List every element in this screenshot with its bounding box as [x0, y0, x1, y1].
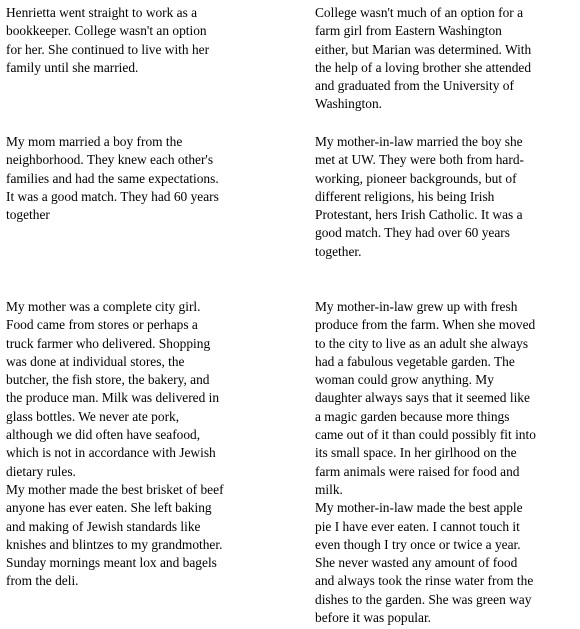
text-line: the help of a loving brother she attended: [315, 59, 532, 75]
text-line: family until she married.: [6, 59, 139, 75]
text-line: different religions, his being Irish: [315, 188, 495, 204]
text-line: College wasn't much of an option for a: [315, 5, 524, 20]
text-line: a magic garden because more things: [315, 408, 510, 424]
text-line: daughter always says that it seemed like: [315, 390, 530, 406]
text-line: My mother-in-law married the boy she: [315, 134, 523, 149]
text-line: Food came from stores or perhaps a: [6, 317, 198, 333]
text-line: Washington.: [315, 96, 382, 112]
text-line: She never wasted any amount of food: [315, 555, 518, 571]
text-line: farm girl from Eastern Washington: [315, 23, 502, 39]
text-line: It was a good match. They had 60 years: [6, 188, 219, 204]
text-line: the produce man. Milk was delivered in: [6, 390, 220, 406]
text-line: good match. They had over 60 years: [315, 225, 510, 241]
text-line: working, pioneer backgrounds, but of: [315, 170, 517, 186]
text-line: My mother-in-law grew up with fresh: [315, 299, 518, 314]
right-paragraph-farm: [315, 298, 536, 627]
text-line: for her. She continued to live with her: [6, 41, 210, 57]
text-line: anyone has ever eaten. She left baking: [6, 500, 212, 516]
text-line: families and had the same expectations.: [6, 170, 219, 186]
text-line: Sunday mornings meant lox and bagels: [6, 555, 217, 571]
text-line: before it was popular.: [315, 610, 432, 626]
text-line: came out of it than could possibly fit into: [315, 427, 536, 443]
text-line: bookkeeper. College wasn't an option: [6, 23, 207, 39]
text-line: and graduated from the University of: [315, 78, 514, 94]
text-line: knishes and blintzes to my grandmother.: [6, 536, 223, 552]
text-line: Henrietta went straight to work as a: [6, 5, 198, 20]
text-line: Protestant, hers Irish Catholic. It was a: [315, 207, 523, 223]
text-line: from the deli.: [6, 573, 79, 589]
text-line: to the city to live as an adult she always: [315, 335, 529, 351]
text-line: together: [6, 207, 50, 223]
text-line: farm animals were raised for food and: [315, 463, 520, 479]
left-paragraph-marriage: [6, 133, 219, 224]
text-line: dishes to the garden. She was green way: [315, 591, 532, 607]
text-line: pie I have ever eaten. I cannot touch it: [315, 518, 520, 534]
text-line: neighborhood. They knew each other's: [6, 152, 214, 168]
text-line: truck farmer who delivered. Shopping: [6, 335, 211, 351]
text-line: glass bottles. We never ate pork,: [6, 408, 180, 424]
text-line: met at UW. They were both from hard-: [315, 152, 524, 168]
text-line: had a fabulous vegetable garden. The: [315, 353, 515, 369]
text-line: milk.: [315, 481, 343, 497]
text-line: its small space. In her girlhood on the: [315, 445, 517, 461]
text-line: which is not in accordance with Jewish: [6, 445, 216, 461]
text-line: butcher, the fish store, the bakery, and: [6, 372, 210, 388]
text-line: My mom married a boy from the: [6, 134, 183, 149]
text-line: although we did often have seafood,: [6, 427, 201, 443]
text-line: either, but Marian was determined. With: [315, 41, 532, 57]
text-line: was done at individual stores, the: [6, 353, 185, 369]
right-paragraph-marriage: [315, 133, 524, 261]
text-line: even though I try once or twice a year.: [315, 536, 521, 552]
text-line: woman could grow anything. My: [315, 372, 494, 388]
text-line: together.: [315, 243, 362, 259]
text-line: My mother-in-law made the best apple: [315, 500, 523, 516]
left-paragraph-city-girl: [6, 298, 224, 591]
text-line: produce from the farm. When she moved: [315, 317, 536, 333]
left-paragraph-work: [6, 4, 209, 77]
text-line: and always took the rinse water from the: [315, 573, 534, 589]
text-line: My mother was a complete city girl.: [6, 299, 201, 314]
right-paragraph-college: [315, 4, 531, 114]
text-line: and making of Jewish standards like: [6, 518, 201, 534]
text-line: My mother made the best brisket of beef: [6, 481, 224, 497]
text-line: dietary rules.: [6, 463, 76, 479]
